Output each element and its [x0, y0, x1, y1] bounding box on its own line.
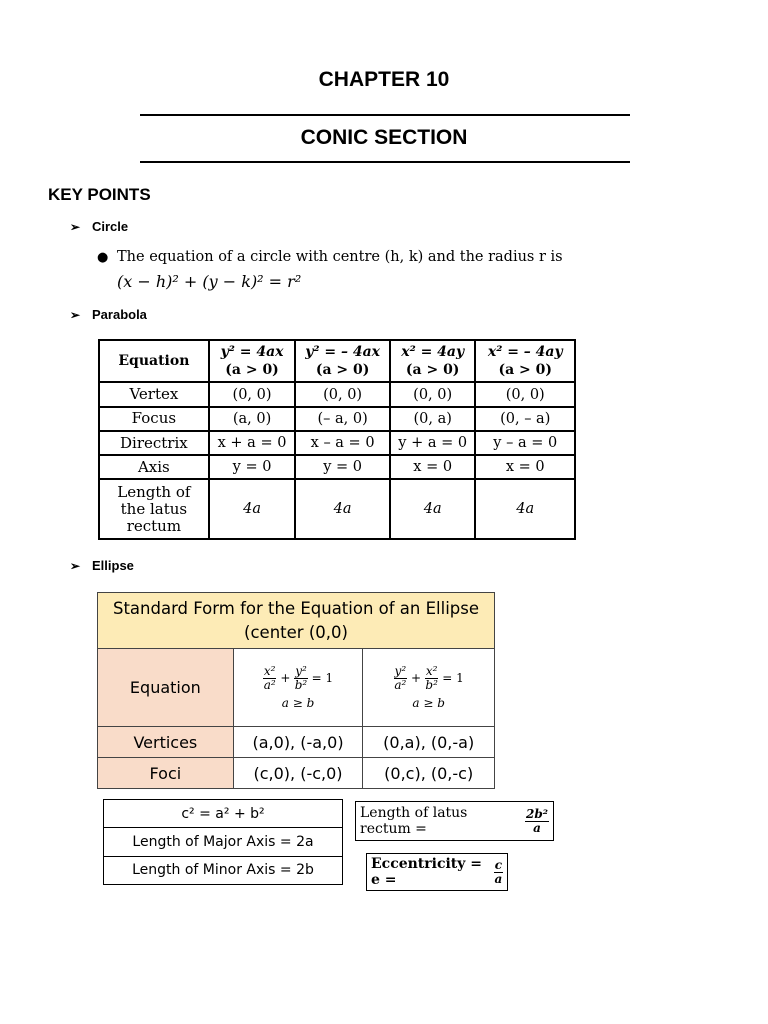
parabola-table	[98, 339, 576, 540]
ellipse-table-title: Standard Form for the Equation of an Ellipse (center (0,0)	[98, 593, 495, 649]
latus-rectum-label: Length of latus rectum =	[360, 805, 468, 837]
parabola-label: Parabola	[92, 307, 147, 322]
table-cell: x + a = 0	[209, 431, 296, 455]
parabola-header: y² = 4ax (a > 0)	[209, 340, 296, 382]
table-row	[99, 479, 575, 539]
ellipse-bullet	[70, 558, 134, 573]
relation-cell: c² = a² + b²	[104, 800, 343, 828]
arrow-bullet-icon: ➢	[70, 559, 81, 573]
table-cell: (0,a), (0,-a)	[363, 727, 495, 758]
arrow-bullet-icon: ➢	[70, 220, 81, 234]
chapter-heading: CHAPTER 10	[318, 68, 450, 91]
table-cell: y + a = 0	[390, 431, 476, 455]
parabola-header-row	[99, 340, 575, 382]
parabola-header: x² = 4ay (a > 0)	[390, 340, 476, 382]
section-title: CONIC SECTION	[300, 126, 468, 149]
row-label: Equation	[98, 649, 234, 727]
table-row	[104, 800, 343, 828]
table-cell: (0, a)	[390, 407, 476, 431]
eccentricity-fraction: $\frac{c}{a}$	[494, 857, 503, 886]
circle-text: The equation of a circle with centre (h, k) and the radius r is	[117, 249, 563, 265]
ellipse-equation-horizontal: $\frac{\text{x²}}{\text{a²}}$ + $\frac{\text{y²}}{\text{b²}}$ = 1 a ≥ b	[233, 649, 363, 727]
circle-description	[97, 249, 563, 265]
circle-bullet	[70, 219, 128, 234]
table-cell: y – a = 0	[475, 431, 575, 455]
table-cell: x – a = 0	[295, 431, 390, 455]
eccentricity-label: Eccentricity = e =	[371, 856, 483, 888]
table-cell: x = 0	[475, 455, 575, 479]
ellipse-label: Ellipse	[92, 558, 134, 573]
table-cell: (0, 0)	[295, 382, 390, 406]
table-cell: (0, 0)	[390, 382, 476, 406]
table-cell: (0, 0)	[209, 382, 296, 406]
major-axis-cell: Length of Major Axis = 2a	[104, 828, 343, 856]
row-label: Vertex	[99, 382, 209, 406]
table-row	[99, 407, 575, 431]
table-row	[99, 431, 575, 455]
parabola-header: x² = – 4ay (a > 0)	[475, 340, 575, 382]
minor-axis-cell: Length of Minor Axis = 2b	[104, 856, 343, 884]
table-cell: (0, 0)	[475, 382, 575, 406]
table-cell: (c,0), (-c,0)	[233, 758, 363, 789]
circle-equation: (x − h)² + (y − k)² = r²	[117, 272, 302, 291]
dot-bullet-icon: ●	[97, 250, 109, 265]
table-cell: 4a	[475, 479, 575, 539]
key-points-heading: KEY POINTS	[48, 185, 151, 204]
latus-rectum-box	[355, 801, 554, 841]
parabola-header-equation: Equation	[99, 340, 209, 382]
table-cell: (0,c), (0,-c)	[363, 758, 495, 789]
table-row	[99, 382, 575, 406]
divider-top	[140, 114, 630, 116]
table-cell: 4a	[390, 479, 476, 539]
parabola-header: y² = – 4ax (a > 0)	[295, 340, 390, 382]
row-label: Focus	[99, 407, 209, 431]
table-cell: (0, – a)	[475, 407, 575, 431]
table-cell: y = 0	[295, 455, 390, 479]
table-row	[104, 828, 343, 856]
ellipse-equation-vertical: $\frac{\text{y²}}{\text{a²}}$ + $\frac{\text{x²}}{\text{b²}}$ = 1 a ≥ b	[363, 649, 495, 727]
row-label: Axis	[99, 455, 209, 479]
eccentricity-box	[366, 853, 508, 891]
circle-label: Circle	[92, 219, 129, 234]
table-cell: 4a	[295, 479, 390, 539]
table-cell: y = 0	[209, 455, 296, 479]
latus-rectum-fraction: $\frac{\text{2b²}}{a}$	[526, 806, 548, 835]
table-row	[98, 649, 495, 727]
table-row	[98, 727, 495, 758]
divider-bottom	[140, 161, 630, 163]
ellipse-title-row	[98, 593, 495, 649]
row-label: Foci	[98, 758, 234, 789]
table-cell: (– a, 0)	[295, 407, 390, 431]
table-cell: x = 0	[390, 455, 476, 479]
table-row	[99, 455, 575, 479]
row-label: Length of the latus rectum	[99, 479, 209, 539]
table-cell: (a,0), (-a,0)	[233, 727, 363, 758]
parabola-bullet	[70, 307, 147, 322]
row-label: Vertices	[98, 727, 234, 758]
ellipse-axes-table	[103, 799, 343, 885]
ellipse-table	[97, 592, 495, 789]
table-cell: (a, 0)	[209, 407, 296, 431]
row-label: Directrix	[99, 431, 209, 455]
table-row	[104, 856, 343, 884]
table-cell: 4a	[209, 479, 296, 539]
arrow-bullet-icon: ➢	[70, 308, 81, 322]
table-row	[98, 758, 495, 789]
